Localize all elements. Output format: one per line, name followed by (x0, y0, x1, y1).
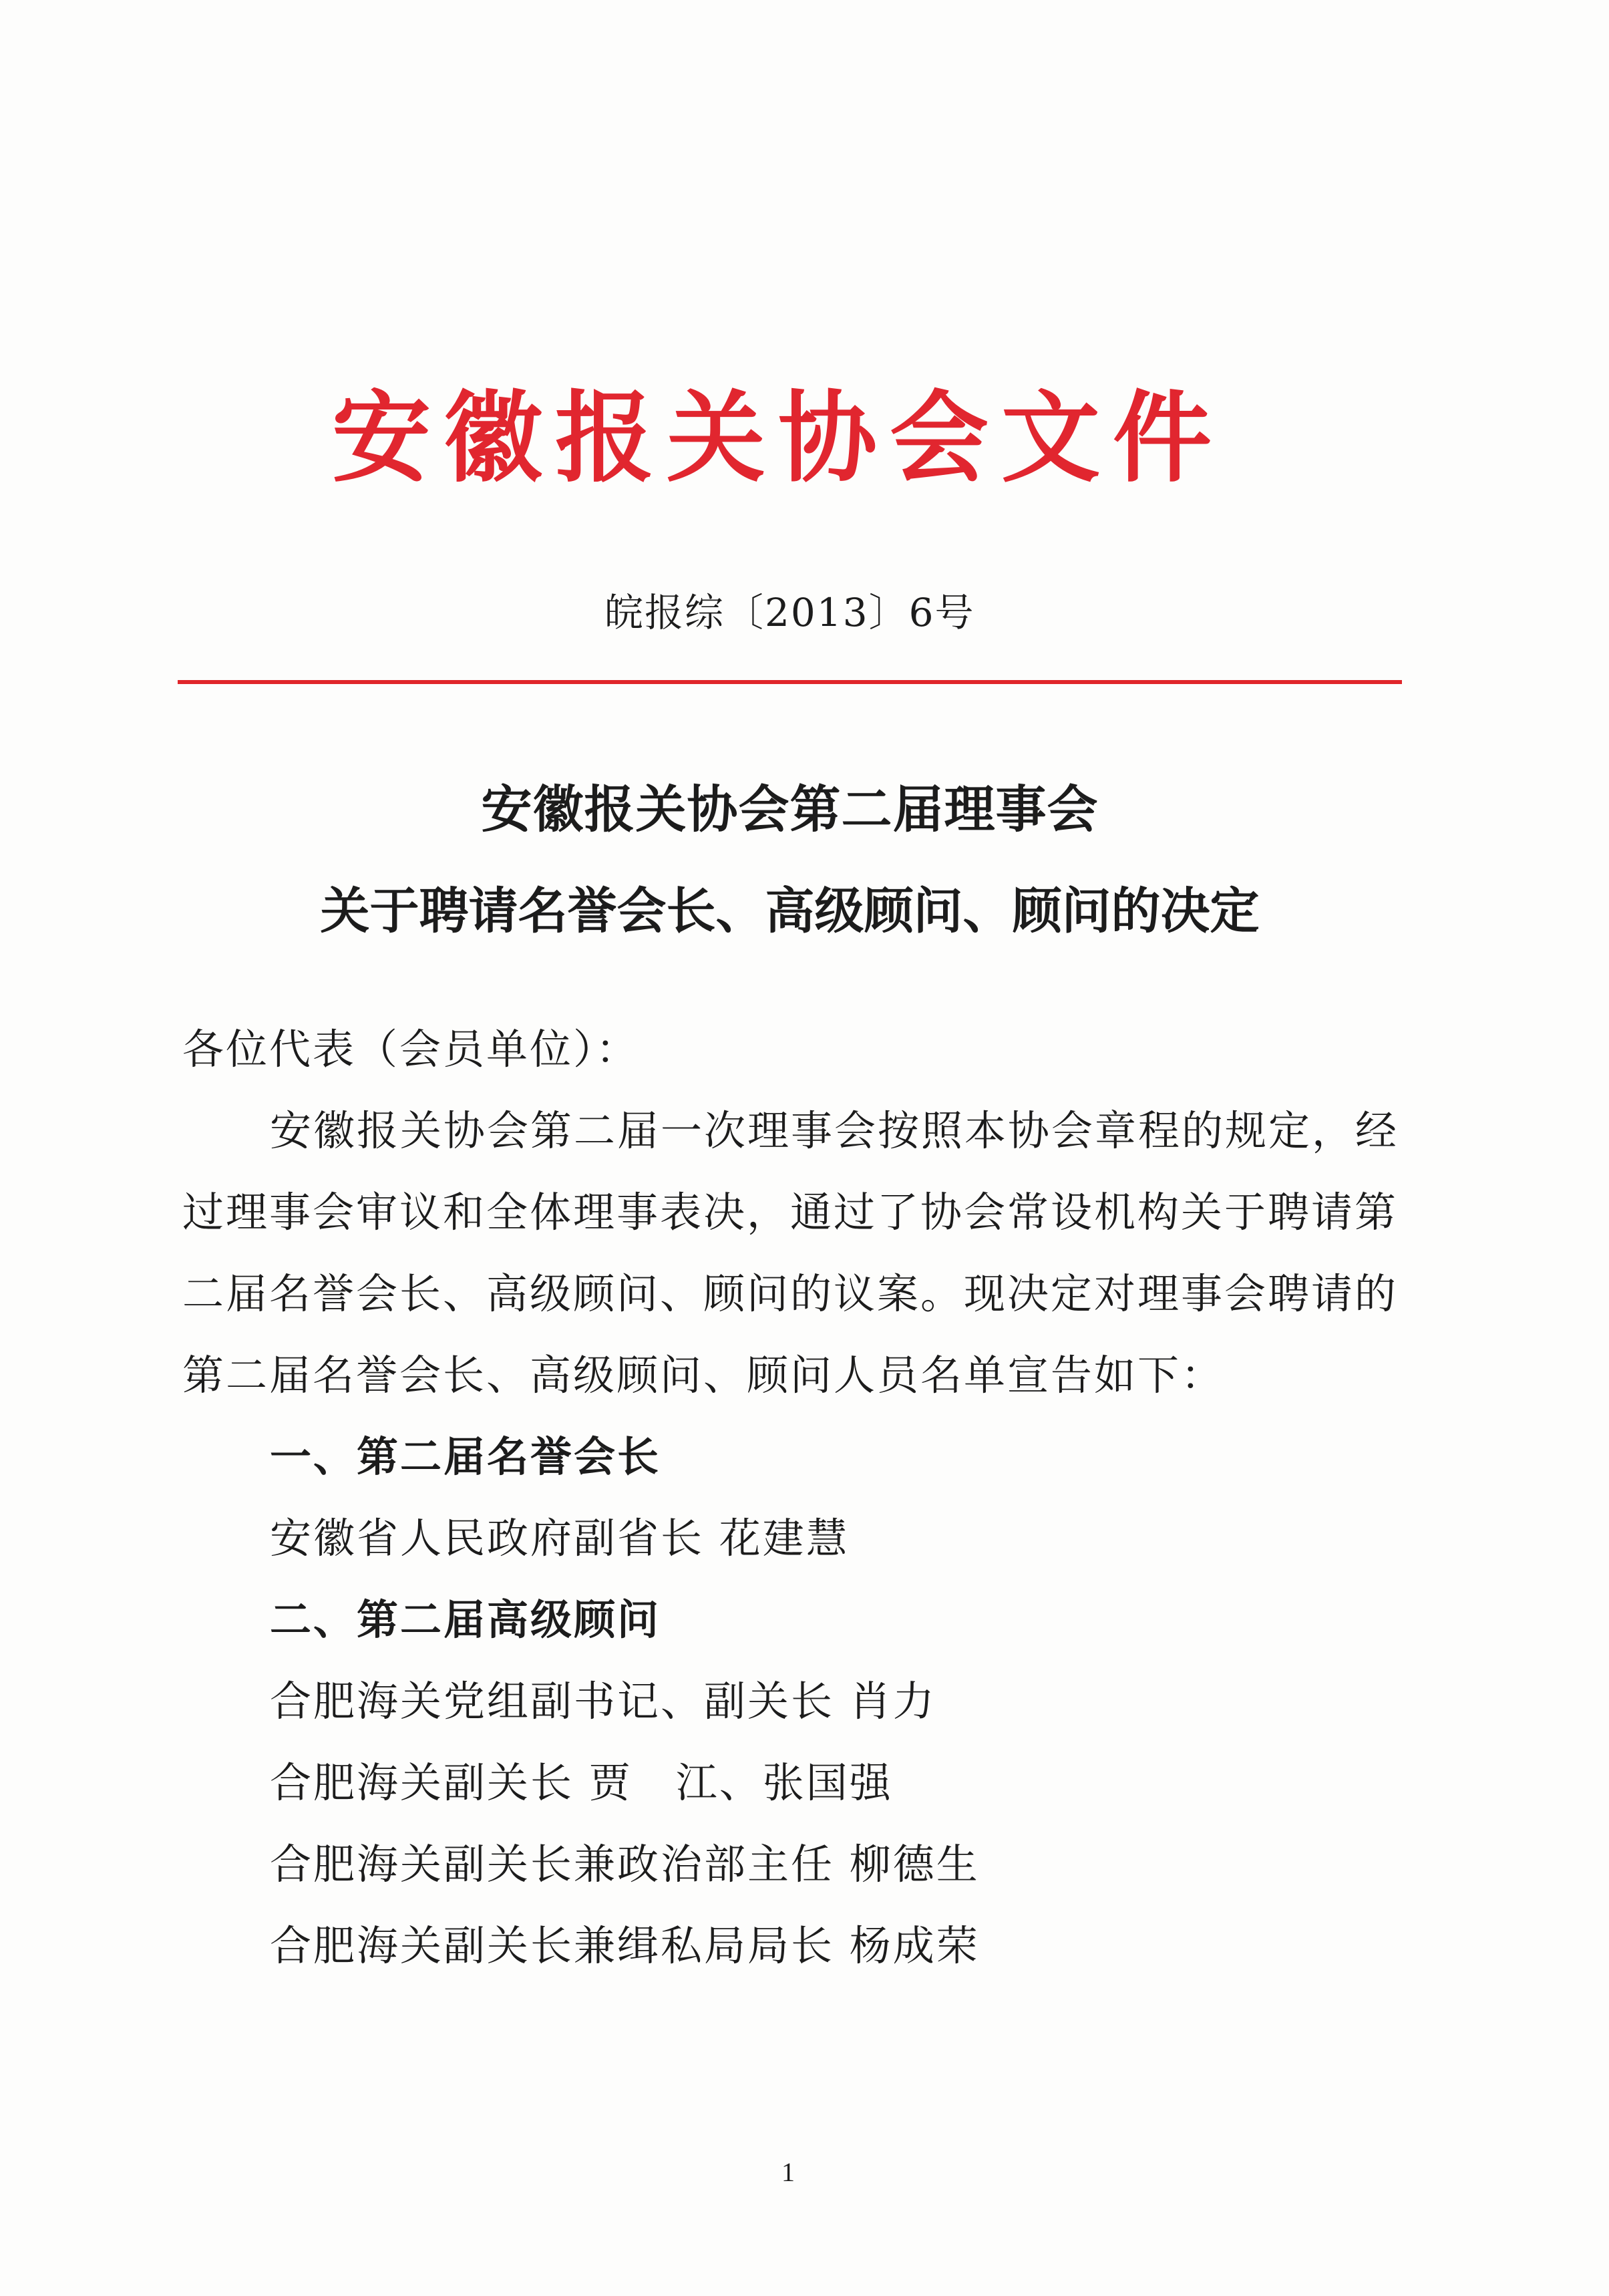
title-line-1: 安徽报关协会第二届理事会 (481, 780, 1099, 839)
salutation: 各位代表（会员单位）： (182, 1025, 640, 1074)
section-entry: 合肥海关党组副书记、副关长 肖力 (270, 1677, 936, 1726)
section-entry: 安徽省人民政府副省长 花建慧 (270, 1514, 850, 1563)
red-divider-rule (178, 680, 1402, 684)
document-title (178, 758, 1402, 963)
body-line: 过理事会审议和全体理事表决，通过了协会常设机构关于聘请第 (182, 1188, 1399, 1237)
page-number: 1 (781, 2157, 795, 2187)
document-body (0, 1009, 1609, 1987)
body-line: 二届名誉会长、高级顾问、顾问的议案。现决定对理事会聘请的 (182, 1269, 1399, 1318)
body-line: 安徽报关协会第二届一次理事会按照本协会章程的规定，经 (270, 1106, 1399, 1155)
section-entry: 合肥海关副关长兼缉私局局长 杨成荣 (270, 1921, 980, 1970)
title-line-2: 关于聘请名誉会长、高级顾问、顾问的决定 (320, 882, 1260, 940)
document-number: 皖报综〔2013〕6号 (604, 590, 975, 635)
section-entry: 合肥海关副关长 贾 江、张国强 (270, 1758, 893, 1807)
org-document-header: 安徽报关协会文件 (332, 379, 1224, 496)
section-heading-honorary-president: 一、第二届名誉会长 (270, 1432, 661, 1481)
section-heading-senior-advisors: 二、第二届高级顾问 (270, 1595, 661, 1644)
body-line: 第二届名誉会长、高级顾问、顾问人员名单宣告如下： (182, 1351, 1225, 1400)
section-entry: 合肥海关副关长兼政治部主任 柳德生 (270, 1840, 980, 1889)
